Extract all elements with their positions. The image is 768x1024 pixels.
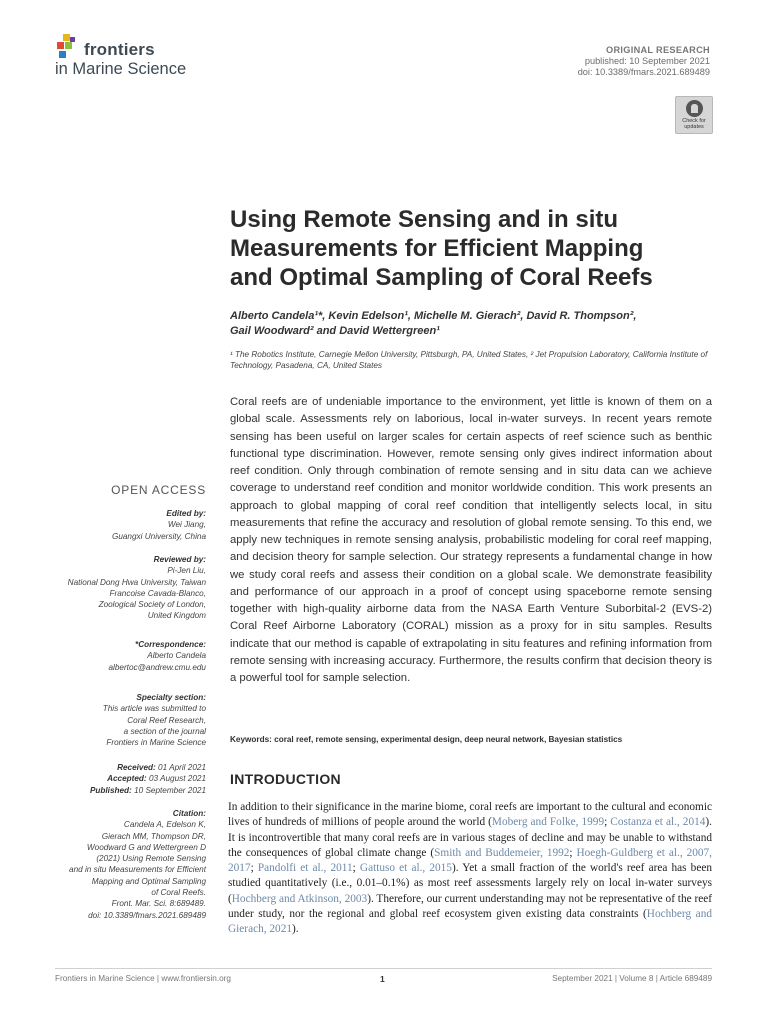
intro-text: ). It is incontrovertible that many coral reefs are in various stages of decline and may be unable to withstand the consequences of global climate change ( (228, 816, 712, 859)
article-type: ORIGINAL RESEARCH (606, 45, 710, 55)
citation-link[interactable]: Hoegh-Guldberg et al., 2007, 2017 (228, 846, 713, 875)
intro-text: ). (292, 923, 299, 936)
reviewed-by-block (6, 554, 206, 622)
section-heading-introduction: INTRODUCTION (230, 771, 341, 787)
accepted-line (6, 773, 206, 784)
intro-text: In addition to their significance in the marine biome, coral reefs are important to the cultural and economic lives of hundreds of millions of people around the world ( (228, 801, 712, 829)
specialty-line: Frontiers in Marine Science (106, 738, 206, 748)
citation-link[interactable]: Hochberg and Gierach, 2021 (228, 908, 712, 936)
correspondence-block (6, 639, 206, 673)
correspondence-email[interactable]: albertoc@andrew.cmu.edu (108, 662, 206, 672)
accepted-label: Accepted: (107, 774, 147, 784)
received-date: 01 April 2021 (158, 763, 206, 772)
citation-label: Citation: (172, 809, 206, 818)
intro-text: ; (352, 862, 360, 875)
published-date-sidebar: 10 September 2021 (134, 785, 206, 795)
reviewer-line: Pi-Jen Liu, (167, 566, 206, 576)
bookmark-icon (686, 100, 703, 117)
check-for-updates-label: Check for updates (682, 118, 706, 130)
footer-volume-info: September 2021 | Volume 8 | Article 689489 (552, 974, 712, 983)
citation-line: doi: 10.3389/fmars.2021.689489 (88, 910, 206, 920)
received-label: Received: (117, 763, 156, 772)
keywords (230, 735, 712, 744)
authors-line: Gail Woodward² and David Wettergreen¹ (230, 325, 440, 337)
published-line (6, 785, 206, 796)
citation-block (6, 808, 206, 921)
published-date: published: 10 September 2021 (584, 56, 710, 66)
frontiers-logo-icon (57, 34, 79, 60)
reviewer-line: Zoological Society of London, (98, 600, 206, 610)
reviewed-by-label: Reviewed by: (153, 555, 206, 564)
citation-link[interactable]: Pandolfi et al., 2011 (257, 862, 353, 875)
abstract: Coral reefs are of undeniable importance to the environment, yet little is known of them on a global scale. Assessments rely on laborious, local in-water surveys. In recent years remote sensing has been useful on larger scales for certain aspects of reef science such as benthic functional type discrimination. However, remote sensing only gives indirect information about reef condition. Only through combination of remote sensing and in situ data can we achieve coverage to understand reef condition and monitor worldwide condition. This work presents an approach to global mapping of coral reef condition that intelligently selects local, in situ measurements that refine the accuracy and resolution of global remote sensing. To this end, we apply new techniques in remote sensing analysis, probabilistic modeling for coral reef mapping, and decision theory for sample selection. Our strategy represents a fundamental change in how we study coral reefs and assess their condition on a global scale. We demonstrate feasibility and performance of our approach in a proof of concept using spaceborne remote sensing together with high-quality airborne data from the NASA Earth Venture Suborbital-2 (EVS-2) Coral Reef Airborne Laboratory (CORAL) mission as a proxy for in situ samples. Results indicate that our method is capable of extrapolating in situ features and refining information from remote sensing with increasing accuracy. Furthermore, the results confirm that decision theory is a powerful tool for sample selection. (230, 396, 712, 684)
citation-line: Woodward G and Wettergreen D (86, 842, 206, 852)
citation-line: Front. Mar. Sci. 8:689489. (111, 899, 206, 909)
title-line: and Optimal Sampling of Coral Reefs (230, 264, 653, 291)
citation-link[interactable]: Gattuso et al., 2015 (359, 862, 452, 875)
intro-text: ). Therefore, our current understanding may not be representative of the reef under study, nor the regional and global reef ecosystem given existing data constraints ( (228, 892, 713, 921)
specialty-label: Specialty section: (136, 693, 206, 702)
citation-line: of Coral Reefs. (151, 888, 206, 898)
citation-link[interactable]: Costanza et al., 2014 (610, 816, 706, 829)
intro-text: ; (604, 816, 611, 829)
reviewer-line: National Dong Hwa University, Taiwan (67, 577, 206, 587)
edited-by-block (6, 508, 206, 542)
introduction-paragraph (228, 800, 712, 938)
article-meta (578, 45, 710, 78)
editor-line: Wei Jiang, (167, 520, 206, 530)
citation-link[interactable]: Hochberg and Atkinson, 2003 (231, 892, 368, 905)
published-label: Published: (89, 785, 132, 795)
specialty-section-block (6, 692, 206, 748)
correspondence-name: Alberto Candela (147, 651, 206, 661)
article-doi[interactable]: doi: 10.3389/fmars.2021.689489 (577, 67, 710, 77)
intro-text: ; (569, 846, 577, 859)
citation-line: Mapping and Optimal Sampling (91, 876, 206, 886)
title-line: Using Remote Sensing and in situ (230, 206, 619, 233)
citation-link[interactable]: Moberg and Folke, 1999 (491, 816, 605, 829)
page-number: 1 (380, 974, 385, 984)
dates-block (6, 762, 206, 796)
citation-line: and in situ Measurements for Efficient (69, 865, 206, 875)
edited-by-label: Edited by: (166, 509, 206, 518)
journal-brand: frontiers (84, 40, 155, 59)
title-line: Measurements for Efficient Mapping (230, 235, 644, 262)
footer-journal-link[interactable]: Frontiers in Marine Science | www.frontiersin.org (55, 974, 231, 983)
article-title (230, 205, 730, 292)
keywords-list: coral reef, remote sensing, experimental design, deep neural network, Bayesian statistics (274, 735, 623, 744)
reviewer-line: United Kingdom (147, 611, 206, 621)
citation-line: Candela A, Edelson K, (123, 820, 206, 830)
citation-link[interactable]: Smith and Buddemeier, 1992 (434, 846, 570, 859)
intro-text: ; (250, 862, 258, 875)
affiliations: ¹ The Robotics Institute, Carnegie Mellon University, Pittsburgh, PA, United States, ² Jet Propulsion Laboratory, California Institute of Technology, Pasadena, CA, United States (230, 350, 708, 370)
received-line (6, 762, 206, 773)
citation-line: (2021) Using Remote Sensing (96, 854, 206, 864)
specialty-line: This article was submitted to (102, 704, 206, 714)
correspondence-label: *Correspondence: (135, 640, 206, 649)
authors-line: Alberto Candela¹*, Kevin Edelson¹, Michelle M. Gierach², David R. Thompson², (230, 310, 637, 322)
intro-text: ). Yet a small fraction of the world's reef area has been studied quantitatively (i.e., 0.01–0.1%) as most reef assessments largely rely on local in-water surveys ( (228, 862, 712, 905)
author-list (230, 309, 700, 339)
open-access-label: OPEN ACCESS (111, 483, 206, 497)
keywords-label: Keywords: (230, 735, 272, 744)
check-for-updates-button[interactable] (675, 96, 713, 134)
accepted-date: 03 August 2021 (148, 774, 206, 784)
reviewer-line: Francoise Cavada-Blanco, (109, 588, 206, 598)
specialty-line: Coral Reef Research, (127, 715, 206, 725)
editor-line: Guangxi University, China (111, 531, 206, 541)
footer-divider (55, 968, 712, 969)
citation-line: Gierach MM, Thompson DR, (101, 831, 206, 841)
specialty-line: a section of the journal (123, 726, 206, 736)
journal-name: in Marine Science (55, 60, 187, 78)
